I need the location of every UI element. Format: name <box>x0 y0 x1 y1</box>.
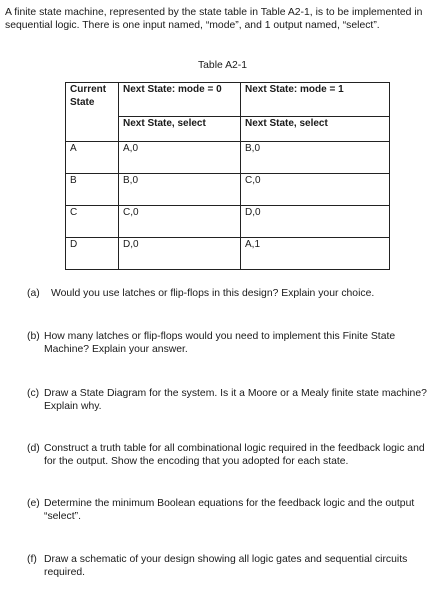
table-header-row <box>66 83 390 117</box>
cell-mode1: B,0 <box>241 142 390 174</box>
cell-mode0: A,0 <box>119 142 241 174</box>
intro-paragraph: A finite state machine, represented by the state table in Table A2-1, is to be implemented in sequential logic. There is one input named, “mode”, and 1 output named, “select”. <box>5 7 423 31</box>
cell-state: A <box>66 142 119 174</box>
cell-state: C <box>66 206 119 238</box>
cell-mode0: C,0 <box>119 206 241 238</box>
question-label: (a) <box>27 288 40 299</box>
question-text: Draw a schematic of your design showing all logic gates and sequential circuits required. <box>44 554 408 578</box>
question-label: (e) <box>27 498 40 509</box>
cell-state: B <box>66 174 119 206</box>
cell-mode1: D,0 <box>241 206 390 238</box>
question-label: (b) <box>27 331 40 342</box>
question-text: Draw a State Diagram for the system. Is it a Moore or a Mealy finite state machine? Explain why. <box>44 388 427 412</box>
question-text: Would you use latches or flip-flops in this design? Explain your choice. <box>51 288 375 299</box>
table-caption: Table A2-1 <box>197 60 248 71</box>
question-label: (f) <box>27 554 37 565</box>
subheader-mode1: Next State, select <box>241 117 390 142</box>
cell-mode1: A,1 <box>241 238 390 270</box>
table-row <box>66 206 390 238</box>
question-label: (c) <box>27 388 40 399</box>
table-row <box>66 238 390 270</box>
question-text: Determine the minimum Boolean equations for the feedback logic and the output “select”. <box>44 498 415 522</box>
table-row <box>66 174 390 206</box>
question-text: How many latches or flip-flops would you need to implement this Finite State Machine? Explain your answer. <box>44 331 396 355</box>
header-current-state: Current State <box>66 83 119 142</box>
cell-mode1: C,0 <box>241 174 390 206</box>
state-table <box>65 82 390 270</box>
cell-mode0: D,0 <box>119 238 241 270</box>
header-mode1: Next State: mode = 1 <box>241 83 390 117</box>
subheader-mode0: Next State, select <box>119 117 241 142</box>
table-row <box>66 142 390 174</box>
question-text: Construct a truth table for all combinational logic required in the feedback logic and for the output. Show the encoding that you adopted for each state. <box>44 443 425 467</box>
question-label: (d) <box>27 443 40 454</box>
cell-state: D <box>66 238 119 270</box>
cell-mode0: B,0 <box>119 174 241 206</box>
header-mode0: Next State: mode = 0 <box>119 83 241 117</box>
